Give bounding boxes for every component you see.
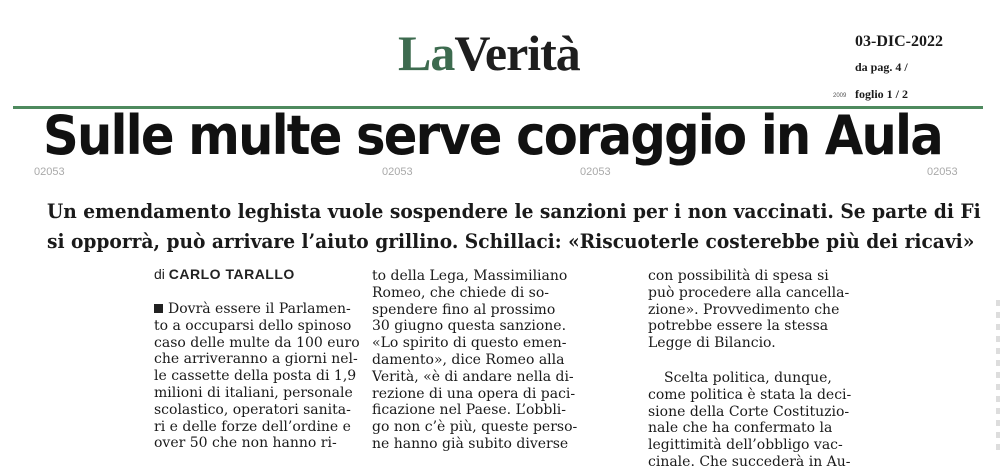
text-line: potrebbe essere la stessa (648, 318, 829, 335)
text-line: rezione di una opera di paci- (372, 385, 576, 402)
subheadline-line: Un emendamento leghista vuole sospendere le sanzioni per i non vaccinati. Se parte di Fi (47, 199, 981, 223)
byline-prefix: di (154, 266, 169, 282)
scan-edge-mark (996, 300, 1000, 450)
text-line: sione della Corte Costituzio- (648, 403, 850, 420)
page-reference: da pag. 4 / (855, 60, 908, 74)
article-column-3 (648, 268, 888, 471)
text-line: go non c’è più, queste perso- (372, 419, 578, 436)
text-line: con possibilità di spesa si (648, 268, 829, 284)
text-line: Romeo, che chiede di so- (372, 284, 550, 301)
byline-author: CARLO TARALLO (168, 266, 295, 282)
small-code: 2009 (833, 93, 847, 99)
byline (154, 266, 295, 282)
subheadline (47, 196, 981, 256)
text-line: Scelta politica, dunque, (664, 369, 832, 386)
watermark-code: 02053 (34, 166, 65, 178)
text-line: zione». Provvedimento che (648, 301, 840, 318)
text-line: legittimità dell’obbligo vac- (648, 437, 843, 454)
masthead-logo (398, 25, 580, 81)
text-line: spendere fino al prossimo (372, 301, 556, 318)
article-column-2 (372, 268, 627, 453)
masthead-la: La (398, 25, 455, 81)
text-line: può procedere alla cancella- (648, 284, 850, 301)
text-line: over 50 che non hanno ri- (154, 435, 337, 452)
headline: Sulle multe serve coraggio in Aula (43, 104, 942, 167)
watermark-code: 02053 (580, 166, 611, 178)
text-line: scolastico, operatori sanita- (154, 401, 351, 418)
text-line: le cassette della posta di 1,9 (154, 368, 357, 385)
text-line: 30 giugno questa sanzione. (372, 318, 567, 335)
text-line: Verità, «è di andare nella di- (372, 368, 574, 385)
text-line: ficazione nel Paese. L’obbli- (372, 402, 567, 419)
article-column-1 (154, 301, 374, 452)
text-line: Legge di Bilancio. (648, 335, 776, 352)
text-line: «Lo spirito di questo emen- (372, 335, 567, 352)
masthead-verita: Verità (454, 25, 580, 81)
paragraph-square-icon (154, 304, 163, 313)
sheet-reference: foglio 1 / 2 (855, 87, 908, 101)
text-line: to della Lega, Massimiliano (372, 268, 568, 284)
text-line: caso delle multe da 100 euro (154, 334, 360, 351)
text-line: damento», dice Romeo alla (372, 351, 565, 368)
subheadline-line: si opporrà, può arrivare l’aiuto grillino. Schillaci: «Riscuoterle costerebbe più dei ricavi» (47, 229, 975, 253)
publication-date: 03-DIC-2022 (855, 33, 943, 50)
watermark-code: 02053 (927, 166, 958, 178)
text-line: che arriveranno a giorni nel- (154, 351, 358, 368)
paragraph (648, 370, 888, 471)
text-line: ri e delle forze dell’ordine e (154, 418, 351, 435)
text-line: nale che ha confermato la (648, 420, 833, 437)
text-line: Dovrà essere il Parlamen- (154, 301, 374, 318)
text-line: come politica è stata la deci- (648, 386, 852, 403)
text-line: cinale. Che succederà in Au- (648, 453, 851, 470)
text-line: milioni di italiani, personale (154, 384, 353, 401)
watermark-code: 02053 (382, 166, 413, 178)
text-line: ne hanno già subito diverse (372, 435, 569, 452)
text-line: to a occuparsi dello spinoso (154, 317, 352, 334)
